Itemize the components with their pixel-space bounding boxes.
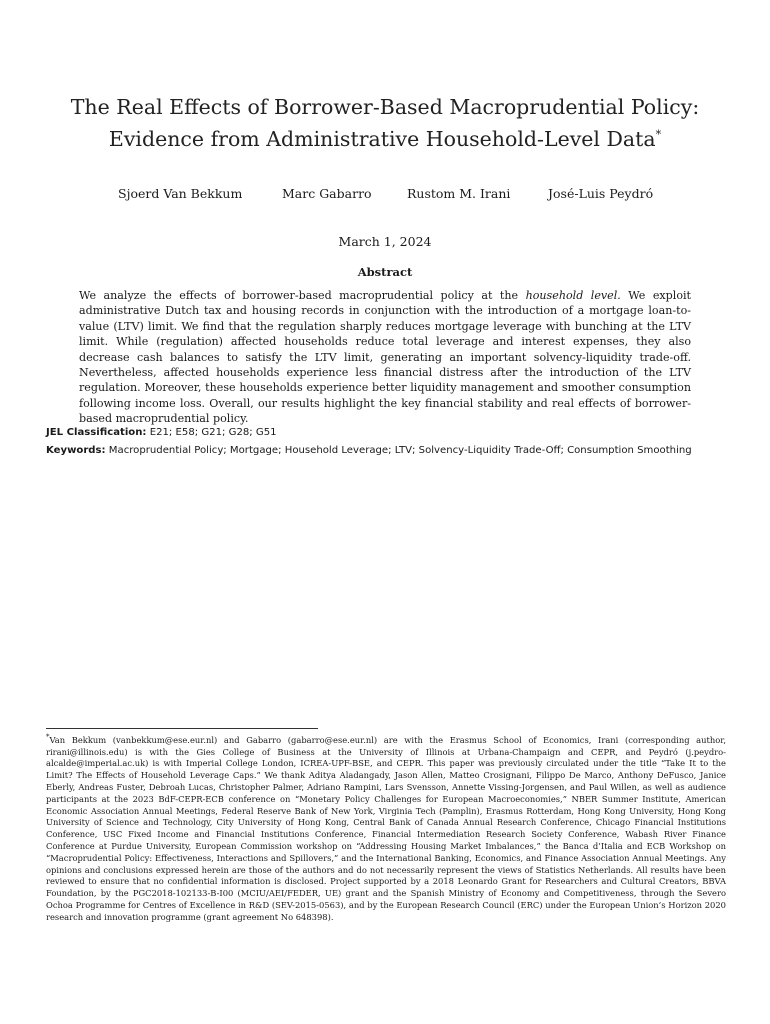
title-line-2-text: Evidence from Administrative Household-Level Data <box>108 126 656 151</box>
author-2: Marc Gabarro <box>282 186 372 201</box>
abstract-heading: Abstract <box>357 265 413 279</box>
author-1: Sjoerd Van Bekkum <box>118 186 243 201</box>
keywords <box>46 445 746 456</box>
paper-title <box>40 94 730 153</box>
jel-label: JEL Classification: <box>46 427 147 438</box>
abstract-emphasis: household level. <box>525 289 621 302</box>
keywords-label: Keywords: <box>46 445 106 456</box>
author-3: Rustom M. Irani <box>407 186 511 201</box>
footnote-divider <box>46 728 318 729</box>
author-4: José-Luis Peydró <box>548 186 654 201</box>
jel-classification <box>46 427 746 438</box>
abstract-text <box>79 288 691 427</box>
title-footnote-mark: * <box>655 128 662 141</box>
abstract-part-2: We exploit administrative Dutch tax and housing records in conjunction with the introduction of a mortgage loan-to-value (LTV) limit. We find that the regulation sharply reduces mortgage leverage with bunching at the LTV limit. While (regulation) affected households reduce total leverage and interest expenses, they also decrease cash balances to satisfy the LTV limit, generating an important solvency-liquidity trade-off. Nevertheless, affected households experience less financial distress after the introduction of the LTV regulation. Moreover, these households experience better liquidity management and smoother consumption following income loss. Overall, our results highlight the key financial stability and real effects of borrower-based macroprudential policy. <box>79 289 692 426</box>
abstract-part-1: We analyze the effects of borrower-based macroprudential policy at the <box>79 289 526 302</box>
author-list <box>0 186 770 204</box>
title-line-2 <box>40 121 730 153</box>
footnote-mark: * <box>46 733 50 741</box>
jel-codes: E21; E58; G21; G28; G51 <box>149 427 277 438</box>
footnote <box>46 732 726 924</box>
footnote-text: Van Bekkum (vanbekkum@ese.eur.nl) and Gabarro (gabarro@ese.eur.nl) are with the Erasmus School of Economics, Irani (corresponding author, rirani@illinois.edu) is with the Gies College of Business at the University of Illinois at Urbana-Champaign and CEPR, and Peydró (j.peydro-alcalde@imperial.ac.uk) is with Imperial College London, ICREA-UPF-BSE, and CEPR. This paper was previously circulated under the title “Take It to the Limit? The Effects of Household Leverage Caps.” We thank Aditya Aladangady, Jason Allen, Matteo Crosignani, Filippo De Marco, Anthony DeFusco, Janice Eberly, Andreas Fuster, Debroah Lucas, Christopher Palmer, Adriano Rampini, Lars Svensson, Annette Vissing-Jorgensen, and Paul Willen, as well as audience participants at the 2023 BdF-CEPR-ECB conference on “Monetary Policy Challenges for European Macroeconomies,” NBER Summer Institute, American Economic Association Annual Meetings, Federal Reserve Bank of New York, Virginia Tech (Pamplin), Erasmus Rotterdam, Hong Kong University, Hong Kong University of Science and Technology, City University of Hong Kong, Central Bank of Canada Annual Research Conference, Chicago Financial Institutions Conference, USC Fixed Income and Financial Institutions Conference, Financial Intermediation Research Society Conference, Wabash River Finance Conference at Purdue University, European Commission workshop on “Addressing Housing Market Imbalances,” the Banca d’Italia and ECB Workshop on “Macroprudential Policy: Effectiveness, Interactions and Spillovers,” and the International Banking, Economics, and Finance Association Annual Meetings. Any opinions and conclusions expressed herein are those of the authors and do not necessarily represent the views of Statistics Netherlands. All results have been reviewed to ensure that no confidential information is disclosed. Project supported by a 2018 Leonardo Grant for Researchers and Cultural Creators, BBVA Foundation, by the PGC2018-102133-B-I00 (MCIU/AEI/FEDER, UE) grant and the Spanish Ministry of Economy and Competitiveness, through the Severo Ochoa Programme for Centres of Excellence in R&D (SEV-2015-0563), and by the European Research Council (ERC) under the European Union’s Horizon 2020 research and innovation programme (grant agreement No 648398). <box>46 734 726 922</box>
title-line-1: The Real Effects of Borrower-Based Macroprudential Policy: <box>70 95 700 119</box>
paper-date: March 1, 2024 <box>338 234 432 249</box>
keywords-list: Macroprudential Policy; Mortgage; Household Leverage; LTV; Solvency-Liquidity Trade-Off; Consumption Smoothing <box>108 445 692 456</box>
